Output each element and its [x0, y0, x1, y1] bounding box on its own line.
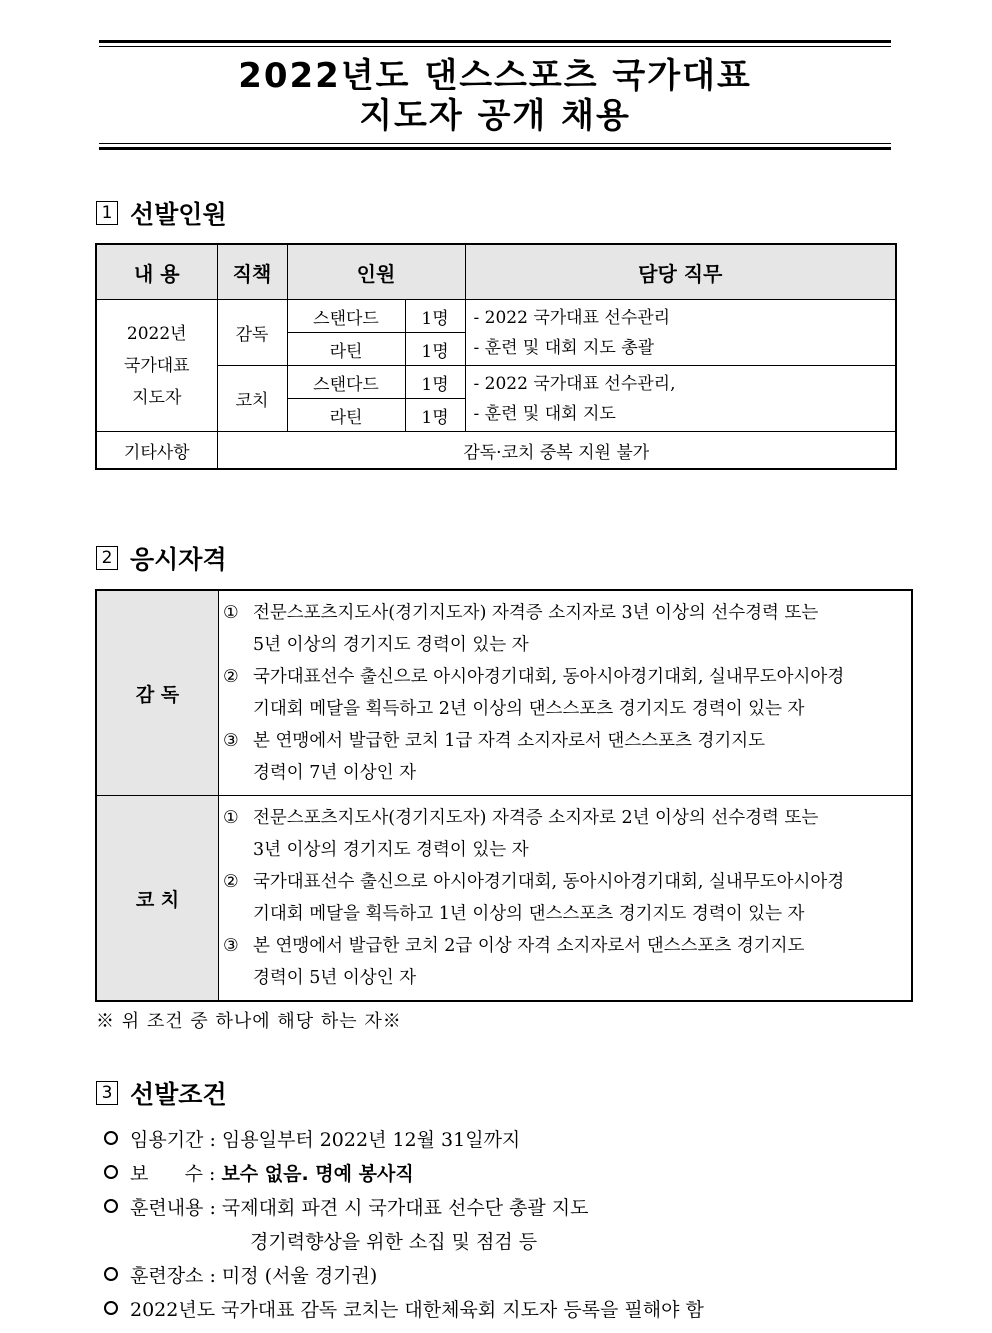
list-item: ① 전문스포츠지도사(경기지도자) 자격증 소지자로 2년 이상의 선수경력 또는: [223, 808, 819, 828]
qualification-list: [219, 590, 913, 796]
section-number: 1: [96, 201, 118, 225]
list-item: ② 국가대표선수 출신으로 아시아경기대회, 동아시아경기대회, 실내무도아시아경: [223, 667, 845, 687]
title-rule: [99, 143, 891, 144]
recruitment-table: [95, 243, 897, 470]
title-rule: [99, 147, 891, 150]
document-title: [99, 40, 891, 152]
qualification-note: ※ 위 조건 중 하나에 해당 하는 자※: [96, 1011, 402, 1032]
title-line-1: 2022년도 댄스스포츠 국가대표: [238, 56, 752, 96]
section-title: 선발조건: [130, 1080, 227, 1109]
list-item: ③ 본 연맹에서 발급한 코치 2급 이상 자격 소지자로서 댄스스포츠 경기지도: [223, 936, 805, 956]
list-item: ② 국가대표선수 출신으로 아시아경기대회, 동아시아경기대회, 실내무도아시아경: [223, 872, 845, 892]
section-number: 2: [96, 546, 118, 570]
dance-type-cell: 스탠다드: [287, 366, 405, 399]
list-item: 임용기간 : 임용일부터 2022년 12월 31일까지: [104, 1121, 704, 1155]
section-heading-conditions: [96, 1077, 227, 1109]
table-row: [96, 300, 896, 333]
list-item: ① 전문스포츠지도사(경기지도자) 자격증 소지자로 3년 이상의 선수경력 또는: [223, 603, 819, 623]
list-item-cont: 경력이 5년 이상인 자: [253, 968, 417, 988]
list-item-cont: 5년 이상의 경기지도 경력이 있는 자: [253, 635, 529, 655]
list-item-cont: 경기력향상을 위한 소집 및 점검 등: [250, 1230, 538, 1253]
duty-line: - 훈련 및 대회 지도: [473, 403, 616, 424]
table-row: [96, 590, 912, 796]
list-item: 훈련내용 : 국제대회 파견 시 국가대표 선수단 총괄 지도: [104, 1189, 704, 1223]
role-cell-director: 감 독: [96, 590, 219, 796]
list-item: ③ 본 연맹에서 발급한 코치 1급 자격 소지자로서 댄스스포츠 경기지도: [223, 731, 766, 751]
position-cell: 코치: [217, 366, 287, 432]
dance-type-cell: 라틴: [287, 399, 405, 432]
table-row: [96, 432, 896, 470]
title-line-2: 지도자 공개 채용: [359, 96, 631, 136]
count-cell: 1명: [405, 300, 465, 333]
list-item-cont: 3년 이상의 경기지도 경력이 있는 자: [253, 840, 529, 860]
duties-cell: [465, 300, 896, 366]
header-content: 내 용: [96, 244, 217, 300]
duty-line: - 훈련 및 대회 지도 총괄: [473, 337, 655, 358]
list-item-cont: 경력이 7년 이상인 자: [253, 763, 417, 783]
section-heading-recruitment: [96, 197, 227, 229]
qualification-list: [219, 796, 913, 1002]
dance-type-cell: 라틴: [287, 333, 405, 366]
list-item: 훈련장소 : 미정 (서울 경기권): [104, 1257, 704, 1291]
header-headcount: 인원: [287, 244, 465, 300]
section-title: 응시자격: [130, 545, 227, 574]
count-cell: 1명: [405, 399, 465, 432]
duty-line: - 2022 국가대표 선수관리,: [473, 373, 676, 394]
duties-cell: [465, 366, 896, 432]
etc-label-cell: 기타사항: [96, 432, 217, 470]
duty-line: - 2022 국가대표 선수관리: [473, 307, 671, 328]
circle-bullet-icon: [104, 1131, 118, 1145]
category-cell: 2022년 국가대표 지도자: [96, 300, 217, 432]
count-cell: 1명: [405, 366, 465, 399]
dance-type-cell: 스탠다드: [287, 300, 405, 333]
circle-bullet-icon: [104, 1301, 118, 1315]
circle-bullet-icon: [104, 1267, 118, 1281]
position-cell: 감독: [217, 300, 287, 366]
qualification-table: [95, 589, 913, 1002]
circle-bullet-icon: [104, 1165, 118, 1179]
list-item: 보 수 : 보수 없음. 명예 봉사직: [104, 1155, 704, 1189]
section-number: 3: [96, 1081, 118, 1105]
title-rule: [99, 46, 891, 47]
circle-bullet-icon: [104, 1199, 118, 1213]
section-title: 선발인원: [130, 200, 227, 229]
header-position: 직책: [217, 244, 287, 300]
header-duties: 담당 직무: [465, 244, 896, 300]
list-item-cont: 기대회 메달을 획득하고 1년 이상의 댄스스포츠 경기지도 경력이 있는 자: [253, 904, 805, 924]
conditions-list: [104, 1121, 704, 1325]
list-item-cont: 기대회 메달을 획득하고 2년 이상의 댄스스포츠 경기지도 경력이 있는 자: [253, 699, 805, 719]
list-item: 2022년도 국가대표 감독 코치는 대한체육회 지도자 등록을 필해야 함: [104, 1291, 704, 1325]
table-header-row: [96, 244, 896, 300]
role-cell-coach: 코 치: [96, 796, 219, 1002]
table-row: [96, 796, 912, 1002]
etc-value-cell: 감독·코치 중복 지원 불가: [217, 432, 896, 470]
title-rule: [99, 40, 891, 43]
count-cell: 1명: [405, 333, 465, 366]
section-heading-qualifications: [96, 542, 227, 574]
